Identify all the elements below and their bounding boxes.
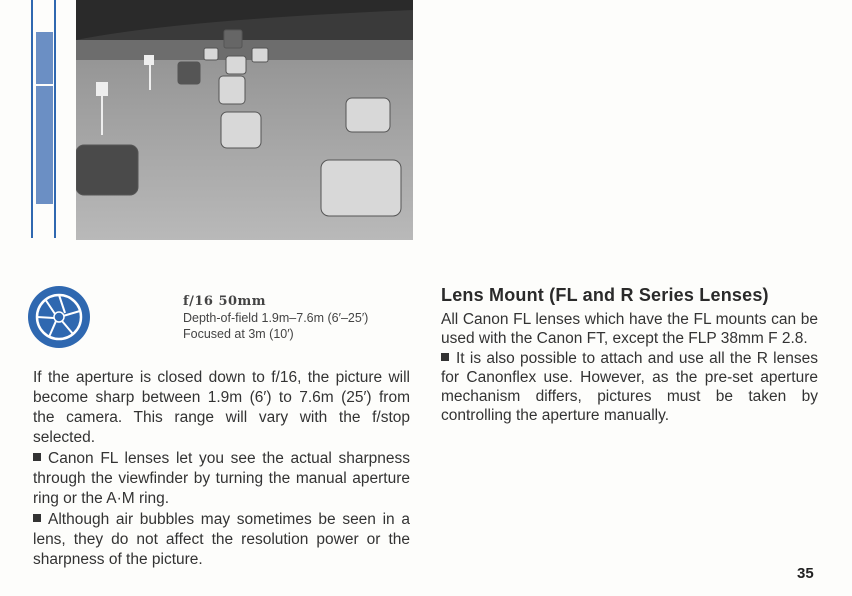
bullet-icon bbox=[33, 453, 41, 461]
left-column-text bbox=[33, 368, 410, 571]
caption-settings: f/16 50mm bbox=[183, 294, 267, 309]
paragraph-fl-lenses-text: Canon FL lenses let you see the actual sharpness through the viewfinder by turning the manual aperture ring or the A·M ring. bbox=[33, 450, 410, 507]
aperture-icon bbox=[27, 285, 91, 349]
paragraph-fl-lenses bbox=[33, 449, 410, 509]
bar-block-top bbox=[36, 32, 53, 84]
paragraph-r-lenses bbox=[441, 349, 818, 425]
right-column bbox=[441, 285, 818, 426]
bullet-icon bbox=[441, 353, 449, 361]
paragraph-air-bubbles-text: Although air bubbles may sometimes be seen in a lens, they do not affect the resolution power or the sharpness of the picture. bbox=[33, 511, 410, 568]
section-heading: Lens Mount (FL and R Series Lenses) bbox=[441, 285, 769, 305]
paragraph-aperture: If the aperture is closed down to f/16, the picture will become sharp between 1.9m (6′) to 7.6m (25′) from the camera. This range will vary with the f/stop selected. bbox=[33, 369, 410, 446]
caption-focus: Focused at 3m (10′) bbox=[183, 327, 294, 341]
photo-caption bbox=[183, 294, 368, 342]
paragraph-fl-mounts: All Canon FL lenses which have the FL mounts can be used with the Canon FT, except the FLP 38mm F 2.8. bbox=[441, 311, 818, 347]
caption-depth-of-field: Depth-of-field 1.9m–7.6m (6′–25′) bbox=[183, 311, 369, 325]
paragraph-air-bubbles bbox=[33, 510, 410, 570]
parking-lot-photo bbox=[76, 0, 413, 240]
bullet-icon bbox=[33, 514, 41, 522]
paragraph-r-lenses-text: It is also possible to attach and use all the R lenses for Canonflex use. However, as the pre-set aperture mechanism differs, pictures must be taken by controlling the aperture manually. bbox=[441, 350, 818, 424]
bar-block-bottom bbox=[36, 86, 53, 204]
side-margin-bar bbox=[31, 0, 56, 238]
page-number: 35 bbox=[797, 565, 814, 582]
